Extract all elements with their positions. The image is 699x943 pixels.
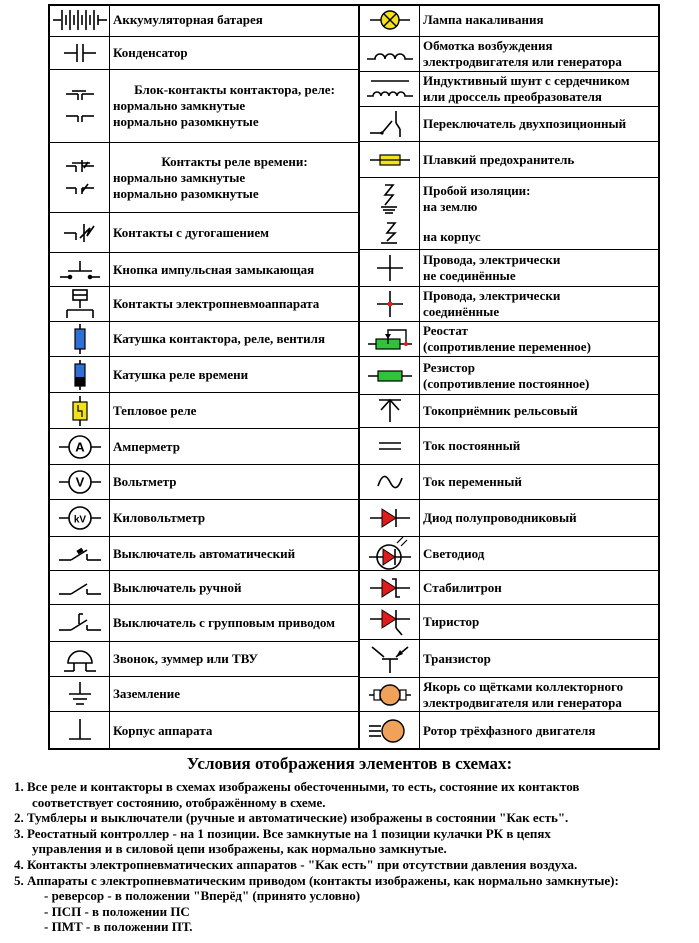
description-line: Транзистор [423, 650, 491, 666]
symbol-description [113, 253, 356, 286]
description-line: Блок-контакты контактора, реле: [134, 82, 335, 97]
description-line: Тиристор [423, 614, 480, 629]
symbol-description [113, 70, 356, 142]
right-row-6 [360, 250, 658, 287]
description-line: Выключатель с групповым приводом [113, 615, 335, 630]
description-line: Ротор трёхфазного двигателя [423, 723, 596, 738]
description-line: Контакты реле времени: [161, 153, 308, 169]
symbol-description [113, 287, 356, 321]
description-line: Аккумуляторная батарея [113, 12, 263, 27]
symbol-description [423, 640, 656, 677]
thyristor-icon [360, 605, 420, 639]
description-line: Контакты с дугогашением [113, 224, 270, 240]
description-line: (сопротивление переменное) [423, 339, 591, 354]
symbol-description [113, 605, 356, 641]
conditions-notes [14, 779, 694, 935]
symbol-description [423, 395, 656, 427]
left-row-0 [50, 4, 358, 37]
symbol-description [423, 357, 656, 394]
symbol-description [113, 465, 356, 499]
description-line: Тепловое реле [113, 402, 197, 418]
ac-icon [360, 465, 420, 499]
description-line: Катушка реле времени [113, 366, 249, 382]
symbol-description [113, 642, 356, 676]
symbol-description [113, 712, 356, 750]
right-row-0 [360, 4, 658, 37]
symbol-description [113, 677, 356, 711]
right-row-14 [360, 537, 658, 571]
electropneumatic-contact-icon [50, 287, 110, 321]
right-row-11 [360, 428, 658, 465]
rail-current-collector-icon [360, 395, 420, 427]
right-row-8 [360, 322, 658, 357]
conditions-title: Условия отображения элементов в схемах: [186, 754, 513, 773]
pushbutton-icon [50, 253, 110, 286]
symbol-description [423, 428, 656, 464]
left-row-17 [50, 677, 358, 712]
description-line: Кнопка импульсная замыкающая [113, 261, 315, 277]
description-line: Контакты электропневмоаппарата [113, 296, 320, 311]
description-line: Киловольтметр [113, 510, 206, 525]
description-line: Плавкий предохранитель [423, 151, 575, 167]
right-row-12 [360, 465, 658, 500]
ground-icon [50, 677, 110, 711]
left-row-16 [50, 642, 358, 677]
description-line: соединённые [423, 304, 500, 319]
group-drive-switch-icon [50, 605, 110, 641]
left-row-3 [50, 143, 358, 213]
right-row-4 [360, 142, 658, 178]
lamp-icon [360, 4, 420, 36]
symbol-description [423, 605, 656, 639]
note-2: 2. Тумблеры и выключатели (ручные и автоматические) изображены в состоянии "Как есть". [14, 810, 569, 826]
symbol-description [113, 4, 356, 36]
left-row-6 [50, 287, 358, 322]
description-line: Диод полупроводниковый [423, 510, 577, 525]
right-row-10 [360, 395, 658, 428]
description-line: Пробой изоляции: [423, 182, 531, 198]
description-line: Ток переменный [423, 474, 522, 489]
description-line: электродвигателя или генератора [423, 694, 622, 710]
right-row-13 [360, 500, 658, 537]
left-row-2 [50, 70, 358, 143]
note-5-reverser: - реверсор - в положении "Вперёд" (принято условно) [44, 888, 361, 904]
symbol-description [423, 107, 656, 141]
rheostat-icon [360, 322, 420, 356]
symbol-description [423, 537, 656, 570]
right-row-2 [360, 72, 658, 107]
description-line: Корпус аппарата [113, 723, 213, 738]
right-row-16 [360, 605, 658, 640]
description-line: нормально замкнутые [113, 98, 246, 113]
description-line: Обмотка возбуждения [423, 38, 553, 53]
left-row-4 [50, 213, 358, 253]
kilovoltmeter-icon [50, 500, 110, 536]
fuse-icon [360, 142, 420, 177]
right-row-9 [360, 357, 658, 395]
description-line: Ток постоянный [423, 438, 521, 453]
left-row-7 [50, 322, 358, 357]
ammeter-icon [50, 429, 110, 464]
description-line: не соединённые [423, 268, 516, 283]
left-row-9 [50, 393, 358, 429]
capacitor-icon [50, 37, 110, 69]
wires-connected-icon [360, 287, 420, 321]
description-line: Светодиод [423, 545, 485, 561]
left-row-14 [50, 571, 358, 605]
symbol-description [423, 712, 656, 750]
description-line: Выключатель автоматический [113, 545, 296, 561]
time-relay-contacts-icon [50, 143, 110, 212]
description-line: Индуктивный шунт с сердечником [423, 73, 630, 88]
description-line: Резистор [423, 359, 475, 375]
symbol-description [113, 500, 356, 536]
left-row-12 [50, 500, 358, 537]
svg-text:kV: kV [73, 514, 86, 526]
symbol-description [113, 322, 356, 356]
note-3: 3. Реостатный контроллер - на 1 позиции. Все замкнутые на 1 позиции кулачки РК в цепях [14, 825, 551, 841]
battery-icon [50, 4, 110, 36]
description-line: Вольтметр [113, 474, 177, 489]
note-3-cont: управления и в силовой цепи изображены, как нормально замкнутые. [32, 841, 447, 857]
left-row-5 [50, 253, 358, 287]
left-row-10 [50, 429, 358, 465]
contactor-coil-icon [50, 322, 110, 356]
motor-armature-icon [360, 678, 420, 711]
time-relay-coil-icon [50, 357, 110, 392]
note-4: 4. Контакты электропневматических аппаратов - "Как есть" при отсутствии давления воздуха. [14, 856, 578, 872]
symbol-description [423, 571, 656, 604]
arc-suppression-contact-icon [50, 213, 110, 252]
left-row-18 [50, 712, 358, 750]
symbol-description [423, 287, 656, 321]
left-row-13 [50, 537, 358, 571]
symbol-description [113, 357, 356, 392]
right-row-7 [360, 287, 658, 322]
description-line: Провода, электрически [423, 288, 561, 303]
bell-icon [50, 642, 110, 676]
description-line: Стабилитрон [423, 579, 502, 595]
inductor-core-icon [360, 72, 420, 106]
description-line: на землю [423, 198, 478, 214]
zener-diode-icon [360, 571, 420, 604]
left-row-8 [50, 357, 358, 393]
right-row-3 [360, 107, 658, 142]
description-line: Якорь со щётками коллекторного [423, 678, 624, 694]
voltmeter-icon [50, 465, 110, 499]
description-line: нормально разомкнутые [113, 185, 259, 201]
right-row-5 [360, 178, 658, 250]
wires-not-connected-icon [360, 250, 420, 286]
description-line: или дроссель преобразователя [423, 89, 602, 104]
svg-text:A: A [74, 439, 85, 454]
right-row-18 [360, 678, 658, 712]
right-row-19 [360, 712, 658, 750]
description-line: Провода, электрически [423, 252, 561, 267]
svg-text:V: V [75, 474, 84, 490]
description-line: Токоприёмник рельсовый [423, 403, 578, 418]
symbol-description [423, 465, 656, 499]
symbol-description [113, 429, 356, 464]
led-icon [360, 537, 420, 570]
circuit-breaker-icon [50, 537, 110, 570]
right-row-1 [360, 37, 658, 72]
description-line: Катушка контактора, реле, вентиля [113, 331, 325, 346]
resistor-icon [360, 357, 420, 394]
symbol-description [113, 571, 356, 604]
symbol-description [113, 213, 356, 252]
symbol-description [423, 4, 656, 36]
symbol-description [113, 37, 356, 69]
description-line: (сопротивление постоянное) [423, 375, 590, 391]
symbol-description [113, 393, 356, 428]
symbol-description [423, 500, 656, 536]
symbol-description [423, 678, 656, 711]
description-line: Лампа накаливания [423, 12, 544, 27]
description-line: Конденсатор [113, 45, 188, 60]
field-winding-icon [360, 37, 420, 71]
description-line: Заземление [113, 686, 181, 701]
description-line: на корпус [423, 228, 481, 244]
description-line: Звонок, зуммер или ТВУ [113, 651, 258, 666]
thermal-relay-icon [50, 393, 110, 428]
description-line: нормально замкнутые [113, 169, 246, 185]
left-row-1 [50, 37, 358, 70]
chassis-icon [50, 712, 110, 750]
two-position-switch-icon [360, 107, 420, 141]
transistor-icon [360, 640, 420, 677]
description-line: Амперметр [113, 438, 180, 454]
manual-switch-icon [50, 571, 110, 604]
symbol-description [113, 537, 356, 570]
description-line: нормально разомкнутые [113, 114, 259, 129]
symbol-description [423, 72, 656, 106]
note-1: 1. Все реле и контакторы в схемах изображены обесточенными, то есть, состояние их контактов [14, 779, 580, 794]
three-phase-rotor-icon [360, 712, 420, 750]
symbol-description [113, 143, 356, 212]
description-line: Переключатель двухпозиционный [423, 116, 627, 131]
symbol-description [423, 322, 656, 356]
left-row-15 [50, 605, 358, 642]
dc-icon [360, 428, 420, 464]
diode-icon [360, 500, 420, 536]
symbol-description [423, 37, 656, 71]
note-1-cont: соответствует состоянию, отображённому в схеме. [32, 794, 326, 810]
note-5-pmt: - ПМТ - в положении ПТ. [44, 919, 193, 935]
description-line: Выключатель ручной [113, 579, 242, 595]
description-line: Реостат [423, 323, 468, 338]
note-5-psp: - ПСП - в положении ПС [44, 903, 190, 919]
insulation-breakdown-icon [360, 178, 420, 249]
right-row-17 [360, 640, 658, 678]
block-contacts-icon [50, 70, 110, 142]
symbol-description [423, 250, 656, 286]
description-line: электродвигателя или генератора [423, 54, 622, 69]
symbol-description [423, 142, 656, 177]
left-row-11 [50, 465, 358, 500]
right-row-15 [360, 571, 658, 605]
description-line [423, 215, 656, 229]
note-5: 5. Аппараты с электропневматическим приводом (контакты изображены, как нормально замкнутые): [14, 872, 619, 888]
symbol-description [423, 178, 656, 249]
